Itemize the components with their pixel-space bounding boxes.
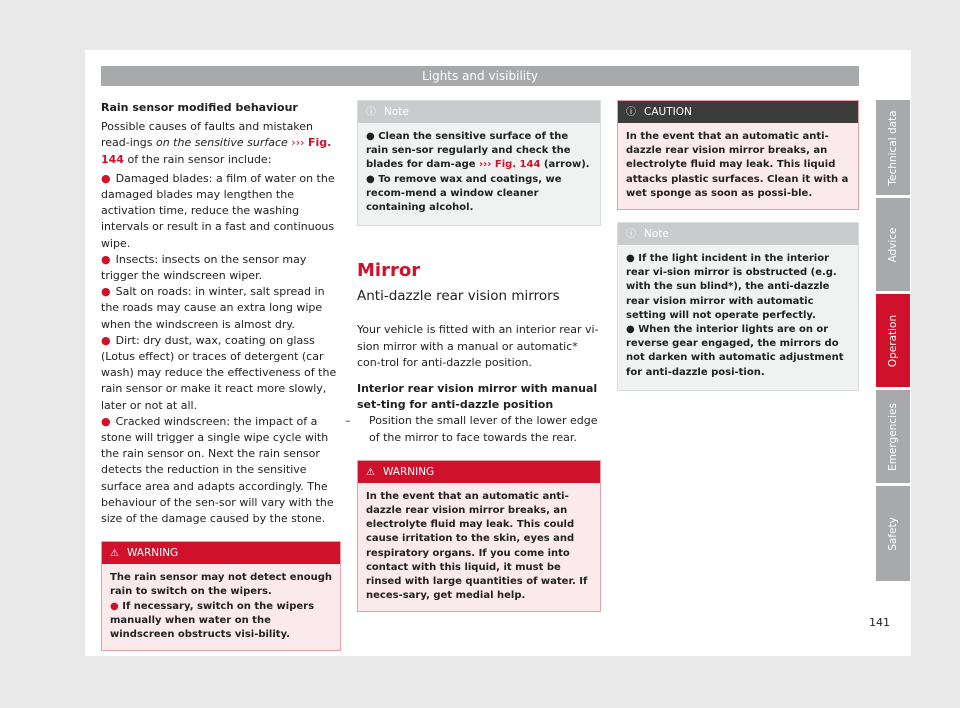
warning-body: The rain sensor may not detect enough rain to switch on the wipers. ● If necessary, switch on the wipers manually when water on the windscreen obstructs visi-bility. <box>102 564 340 650</box>
bullet-item: ● Cracked windscreen: the impact of a stone will trigger a single wipe cycle with the rain sensor on. Next the rain sensor detects the reduction in the sensitive surface area and adapts accordingly. The behaviour of the sen-sor will vary with the size of the damage caused by the stone. <box>101 414 334 526</box>
bullet-item: ● Salt on roads: in winter, salt spread in the roads may cause an extra long wipe when the windscreen is almost dry. <box>101 285 325 331</box>
manual-setting-heading: Interior rear vision mirror with manual set-ting for anti-dazzle position <box>357 382 598 412</box>
mirror-title: Mirror <box>357 260 421 282</box>
column-1 <box>101 100 341 651</box>
warning-body: In the event that an automatic anti-dazzle rear vision mirror breaks, an electrolyte fluid may leak. This could cause irritation to the skin, eyes and respiratory organs. If you come into contact with this liquid, it must be rinsed with large quantities of water. If neces-sary, get medial help. <box>358 483 600 612</box>
note-header: ⓘ Note <box>358 101 600 123</box>
note-bullet: ● Clean the sensitive surface of the rain sen-sor regularly and check the blades for dam-age ››› Fig. 144 (arrow). <box>366 131 590 171</box>
bullet-icon: ● <box>366 173 379 185</box>
tab-operation[interactable]: Operation <box>876 294 910 387</box>
rain-sensor-intro: Possible causes of faults and mistaken read-ings on the sensitive surface ››› Fig. 144 of the rain sensor include: <box>101 120 332 166</box>
note-box <box>357 100 601 226</box>
bullet-icon: ● <box>626 253 639 265</box>
bullet-icon: ● <box>626 324 639 336</box>
note-box <box>617 222 859 391</box>
bullet-icon: ● <box>101 414 111 428</box>
column-3 <box>617 100 859 391</box>
bullet-icon: ● <box>110 600 123 612</box>
note-bullet: ● To remove wax and coatings, we recom-mend a window cleaner containing alcohol. <box>366 173 562 214</box>
rain-sensor-heading: Rain sensor modified behaviour <box>101 101 298 114</box>
page-number: 141 <box>869 616 890 629</box>
info-icon: ⓘ <box>626 229 636 241</box>
bullet-icon: ● <box>366 131 379 142</box>
note-body <box>358 123 600 225</box>
exclamation-icon: ⓘ <box>626 107 636 118</box>
figure-link[interactable]: Fig. 144 <box>494 159 541 171</box>
note-bullet: ● When the interior lights are on or reverse gear engaged, the mirrors do not darken with automatic adjustment for anti-dazzle posi-tion. <box>626 324 844 378</box>
warning-header: ⚠ WARNING <box>358 461 600 483</box>
bullet-item: ● Insects: insects on the sensor may trigger the windscreen wiper. <box>101 252 307 283</box>
warning-bullet: ● If necessary, switch on the wipers manually when water on the windscreen obstructs visi-bility. <box>110 600 315 641</box>
bullet-item: ● Damaged blades: a film of water on the damaged blades may lengthen the activation time, reduce the washing intervals or result in a fast and continuous wipe. <box>101 171 335 250</box>
tab-emergencies[interactable]: Emergencies <box>876 390 910 483</box>
warning-box <box>101 541 341 651</box>
bullet-icon: ● <box>101 252 111 266</box>
tab-advice[interactable]: Advice <box>876 198 910 291</box>
tab-safety[interactable]: Safety <box>876 486 910 581</box>
mirror-subtitle: Anti-dazzle rear vision mirrors <box>357 288 560 305</box>
caution-box <box>617 100 859 210</box>
mirror-paragraph: Your vehicle is fitted with an interior rear vi-sion mirror with a manual or automatic* con-trol for anti-dazzle position. <box>357 323 599 369</box>
section-header: Lights and visibility <box>101 66 859 86</box>
dash-item: – Position the small lever of the lower edge of the mirror to face towards the rear. <box>345 414 598 444</box>
note-body <box>618 245 858 390</box>
warning-header: ⚠ WARNING <box>102 542 340 564</box>
column-2 <box>345 100 601 612</box>
figure-link[interactable]: Fig. 144 <box>101 136 332 166</box>
info-icon: ⓘ <box>366 107 376 118</box>
note-header: ⓘ Note <box>618 223 858 245</box>
warning-triangle-icon: ⚠ <box>110 548 119 560</box>
tab-technical-data[interactable]: Technical data <box>876 100 910 195</box>
bullet-icon: ● <box>101 171 111 185</box>
bullet-icon: ● <box>101 333 111 347</box>
note-bullet: ● If the light incident in the interior rear vi-sion mirror is obstructed (e.g. with the sun blind*), the anti-dazzle rear vision mirror with automatic setting will not operate perfectly. <box>626 253 837 321</box>
reference-arrows: ››› <box>291 136 305 150</box>
bullet-item: ● Dirt: dry dust, wax, coating on glass (Lotus effect) or traces of detergent (car wash) may reduce the effectiveness of the rain sensor or make it react more slowly, later or not at all. <box>101 333 337 412</box>
caution-header: ⓘ CAUTION <box>618 101 858 123</box>
warning-triangle-icon: ⚠ <box>366 466 375 478</box>
caution-body: In the event that an automatic anti-dazzle rear vision mirror breaks, an electrolyte fluid may leak. This liquid attacks plastic surfaces. Clean it with a wet sponge as soon as possi-ble. <box>618 123 858 209</box>
bullet-icon: ● <box>101 285 111 299</box>
warning-box <box>357 460 601 613</box>
reference-arrows: ››› <box>479 159 492 171</box>
